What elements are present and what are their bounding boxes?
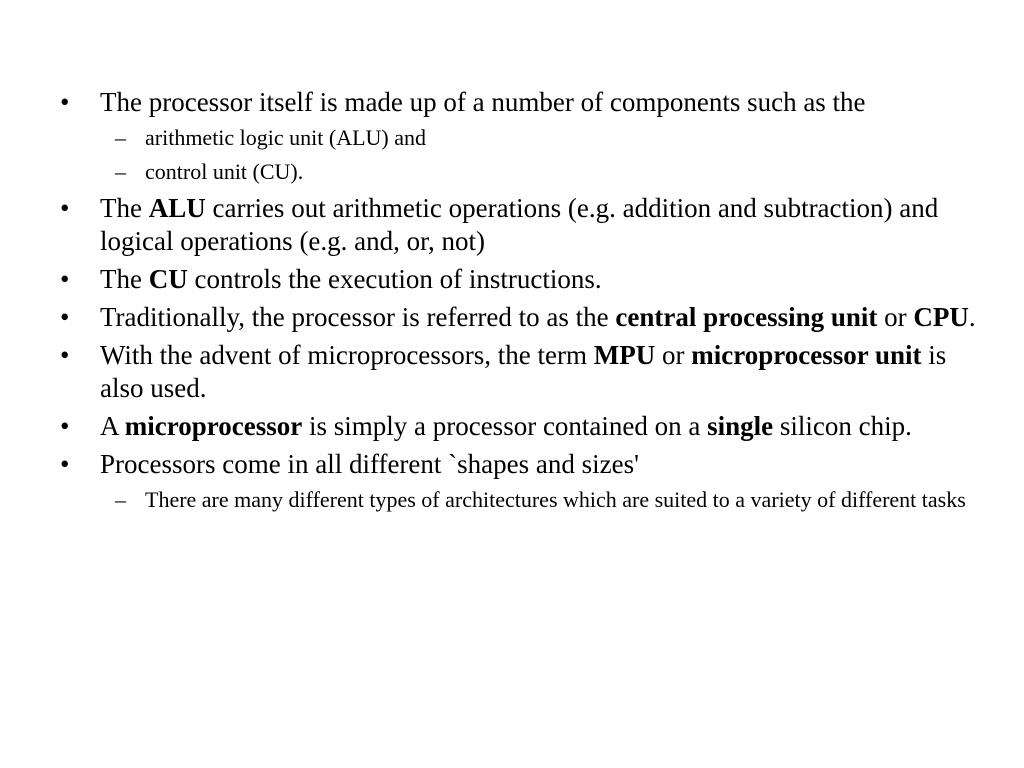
bullet-text: controls the execution of instructions.: [187, 264, 602, 294]
sub-bullet-text: arithmetic logic unit (ALU) and: [145, 125, 427, 150]
bullet-item: [58, 86, 978, 119]
sub-bullet-item: [58, 158, 978, 185]
bullet-text: With the advent of microprocessors, the term: [100, 340, 594, 370]
bullet-text: is simply a processor contained on a: [302, 411, 708, 441]
bullet-item: [58, 301, 978, 334]
bold-term: microprocessor unit: [691, 340, 922, 370]
bold-term: CPU: [913, 302, 969, 332]
bullet-text: .: [968, 302, 976, 332]
bullet-marker: •: [60, 340, 70, 370]
bullet-text: or: [655, 340, 692, 370]
sub-bullet-text: There are many different types of architectures which are suited to a variety of different tasks: [145, 487, 966, 512]
bold-term: CU: [148, 264, 188, 294]
bold-term: microprocessor: [124, 411, 303, 441]
bullet-text: A: [100, 411, 125, 441]
bullet-item: [58, 263, 978, 296]
bullet-item: [58, 410, 978, 443]
sub-bullet-marker: –: [115, 159, 126, 184]
sub-bullet-item: [58, 124, 978, 151]
bullet-item: [58, 448, 978, 481]
bullet-text: or: [877, 302, 914, 332]
bullet-item: [58, 192, 978, 258]
bold-term: MPU: [593, 340, 656, 370]
bullet-marker: •: [60, 87, 70, 117]
bold-term: single: [707, 411, 774, 441]
bullet-text: is also used.: [100, 340, 947, 403]
bullet-marker: •: [60, 302, 70, 332]
bullet-text: silicon chip.: [773, 411, 912, 441]
bold-term: ALU: [148, 193, 206, 223]
bold-term: central processing unit: [615, 302, 878, 332]
sub-bullet-item: [58, 486, 978, 513]
bullet-marker: •: [60, 449, 70, 479]
bullet-text: carries out arithmetic operations (e.g. addition and subtraction) and logical operations (e.g. and, or, not): [100, 193, 939, 256]
bullet-marker: •: [60, 411, 70, 441]
bullet-item: [58, 339, 978, 405]
sub-bullet-marker: –: [115, 487, 126, 512]
bullet-text: The: [100, 193, 149, 223]
bullet-text: Traditionally, the processor is referred to as the: [100, 302, 616, 332]
bullet-text: The processor itself is made up of a number of components such as the: [100, 87, 866, 117]
sub-bullet-marker: –: [115, 125, 126, 150]
bullet-text: The: [100, 264, 149, 294]
bullet-marker: •: [60, 193, 70, 223]
bullet-list: [58, 86, 978, 520]
bullet-text: Processors come in all different `shapes and sizes': [100, 449, 639, 479]
sub-bullet-text: control unit (CU).: [145, 159, 304, 184]
bullet-marker: •: [60, 264, 70, 294]
